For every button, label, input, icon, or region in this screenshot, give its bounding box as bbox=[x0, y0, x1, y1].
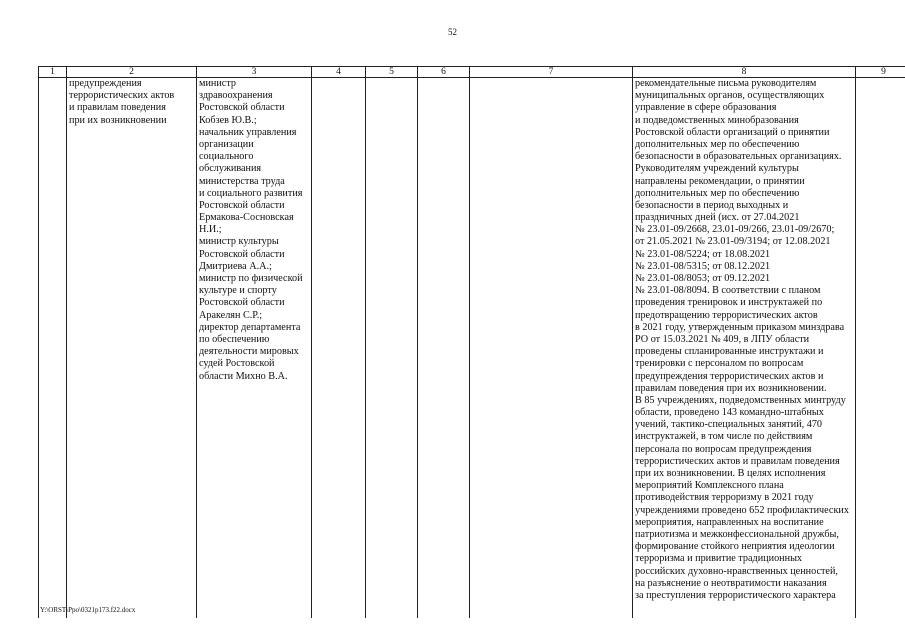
cell-text-line: № 23.01-08/5315; от 08.12.2021 bbox=[635, 260, 771, 272]
cell-text-line: муниципальных органов, осуществляющих bbox=[635, 90, 825, 102]
cell-text-line: № 23.01-08/5224; от 18.08.2021 bbox=[635, 248, 771, 260]
cell-col-3 bbox=[197, 78, 312, 619]
cell-col-6 bbox=[418, 78, 470, 619]
cell-text-line: тренировки с персоналом по вопросам bbox=[635, 358, 804, 370]
cell-text-line: террористических актов и правилам поведения bbox=[635, 455, 840, 467]
cell-text-line: Ростовской области организаций о принятии bbox=[635, 126, 830, 138]
cell-col-4 bbox=[312, 78, 366, 619]
cell-text-line: формирование стойкого неприятия идеологии bbox=[635, 541, 835, 553]
cell-text-line: персонала по вопросам предупреждения bbox=[635, 443, 812, 455]
cell-text-line: Ростовской области bbox=[199, 248, 285, 260]
cell-col-9 bbox=[856, 78, 905, 619]
column-number-row bbox=[39, 67, 905, 78]
cell-text-line: директор департамента bbox=[199, 321, 301, 333]
cell-text-line: при их возникновении bbox=[69, 114, 167, 126]
cell-text-line: начальник управления bbox=[199, 126, 297, 138]
cell-text-line: предотвращению террористических актов bbox=[635, 309, 818, 321]
table-row bbox=[39, 78, 905, 619]
cell-text-line: области, проведено 143 командно-штабных bbox=[635, 407, 824, 419]
cell-text-line: Кобзев Ю.В.; bbox=[199, 114, 257, 126]
cell-text-line: министерства труда bbox=[199, 175, 285, 187]
cell-col-5 bbox=[366, 78, 418, 619]
column-header-4: 4 bbox=[312, 67, 366, 78]
cell-col-2 bbox=[67, 78, 197, 619]
cell-text-line: и правилам поведения bbox=[69, 102, 166, 114]
cell-text-line: праздничных дней (исх. от 27.04.2021 bbox=[635, 212, 800, 224]
cell-text-line: министр bbox=[199, 78, 236, 89]
column-header-2: 2 bbox=[67, 67, 197, 78]
cell-text-line: № 23.01-09/2668, 23.01-09/266, 23.01-09/2670; bbox=[635, 224, 835, 236]
cell-text-line: от 21.05.2021 № 23.01-09/3194; от 12.08.2021 bbox=[635, 236, 831, 248]
column-header-9: 9 bbox=[856, 67, 905, 78]
cell-text-line: мероприятия, направленных на воспитание bbox=[635, 516, 824, 528]
cell-text-line: дополнительных мер по обеспечению bbox=[635, 138, 800, 150]
cell-text-line: безопасности в образовательных организациях. bbox=[635, 151, 842, 163]
cell-text-line: и социального развития bbox=[199, 187, 303, 199]
cell-text-line: культуре и спорту bbox=[199, 285, 277, 297]
column-header-8: 8 bbox=[633, 67, 856, 78]
cell-text-line: Дмитриева А.А.; bbox=[199, 260, 272, 272]
cell-text-line: терроризма и привитие традиционных bbox=[635, 553, 803, 565]
cell-text-line: учреждениями проведено 652 профилактических bbox=[635, 504, 849, 516]
cell-text-line: инструктажей, в том числе по действиям bbox=[635, 431, 813, 443]
cell-text-line: Аракелян С.Р.; bbox=[199, 309, 263, 321]
cell-text-line: РО от 15.03.2021 № 409, в ЛПУ области bbox=[635, 333, 810, 345]
cell-text-line: за преступления террористического характера bbox=[635, 589, 836, 601]
cell-text-line: министр культуры bbox=[199, 236, 279, 248]
cell-text-line: безопасности в период выходных и bbox=[635, 199, 789, 211]
cell-text-line: обслуживания bbox=[199, 163, 262, 175]
cell-text-line: судей Ростовской bbox=[199, 358, 275, 370]
cell-text-line: Руководителям учреждений культуры bbox=[635, 163, 799, 175]
cell-text-line: на разъяснение о неотвратимости наказания bbox=[635, 577, 827, 589]
cell-text-line: патриотизма и межконфессиональной дружбы, bbox=[635, 528, 839, 540]
cell-text-line: мероприятий Комплексного плана bbox=[635, 480, 784, 492]
cell-text-line: предупреждения bbox=[69, 78, 142, 89]
cell-text-line: управление в сфере образования bbox=[635, 102, 777, 114]
cell-text-line: организации bbox=[199, 138, 254, 150]
cell-text-line: по обеспечению bbox=[199, 333, 270, 345]
cell-text-line: учений, тактико-специальных занятий, 470 bbox=[635, 419, 823, 431]
cell-text-line: проведения тренировок и инструктажей по bbox=[635, 297, 823, 309]
cell-text-line: области Михно В.А. bbox=[199, 370, 288, 382]
cell-text-line: дополнительных мер по обеспечению bbox=[635, 187, 800, 199]
cell-col-1 bbox=[39, 78, 67, 619]
cell-text-line: Ростовской области bbox=[199, 199, 285, 211]
cell-text-line: Ермакова-Сосновская bbox=[199, 212, 294, 224]
cell-text-line: террористических актов bbox=[69, 90, 175, 102]
document-file-path: Y:\ORST\Ppo\0321p173.f22.docx bbox=[40, 606, 136, 614]
column-header-5: 5 bbox=[366, 67, 418, 78]
cell-text-line: противодействия терроризму в 2021 году bbox=[635, 492, 814, 504]
cell-text-line: направлены рекомендации, о принятии bbox=[635, 175, 805, 187]
cell-text-line: Н.И.; bbox=[199, 224, 222, 236]
cell-text-line: Ростовской области bbox=[199, 102, 285, 114]
cell-text-line: в 2021 году, утвержденным приказом минздрава bbox=[635, 321, 845, 333]
cell-text-line: проведены спланированные инструктажи и bbox=[635, 346, 824, 358]
cell-text-line: и подведомственных минобразования bbox=[635, 114, 799, 126]
cell-text-line: деятельности мировых bbox=[199, 346, 299, 358]
column-header-7: 7 bbox=[470, 67, 633, 78]
cell-text-line: здравоохранения bbox=[199, 90, 273, 102]
cell-text-line: № 23.01-08/8053; от 09.12.2021 bbox=[635, 273, 771, 284]
cell-text-line: при их возникновении. В целях исполнения bbox=[635, 468, 826, 479]
cell-text-line: рекомендательные письма руководителям bbox=[635, 78, 817, 89]
report-table bbox=[38, 66, 905, 618]
cell-text-line: предупреждения террористических актов и bbox=[635, 370, 824, 382]
column-header-3: 3 bbox=[197, 67, 312, 78]
column-header-1: 1 bbox=[39, 67, 67, 78]
cell-text-line: правилам поведения при их возникновении. bbox=[635, 382, 827, 394]
cell-text-line: Ростовской области bbox=[199, 297, 285, 309]
cell-text-line: российских духовно-нравственных ценностей, bbox=[635, 565, 838, 577]
cell-text-line: В 85 учреждениях, подведомственных минтруду bbox=[635, 394, 846, 406]
cell-col-8 bbox=[633, 78, 856, 619]
cell-text-line: министр по физической bbox=[199, 273, 303, 284]
cell-col-7 bbox=[470, 78, 633, 619]
cell-text-line: социального bbox=[199, 151, 254, 163]
column-header-6: 6 bbox=[418, 67, 470, 78]
page-number: 52 bbox=[448, 27, 457, 37]
cell-text-line: № 23.01-08/8094. В соответствии с планом bbox=[635, 285, 821, 297]
